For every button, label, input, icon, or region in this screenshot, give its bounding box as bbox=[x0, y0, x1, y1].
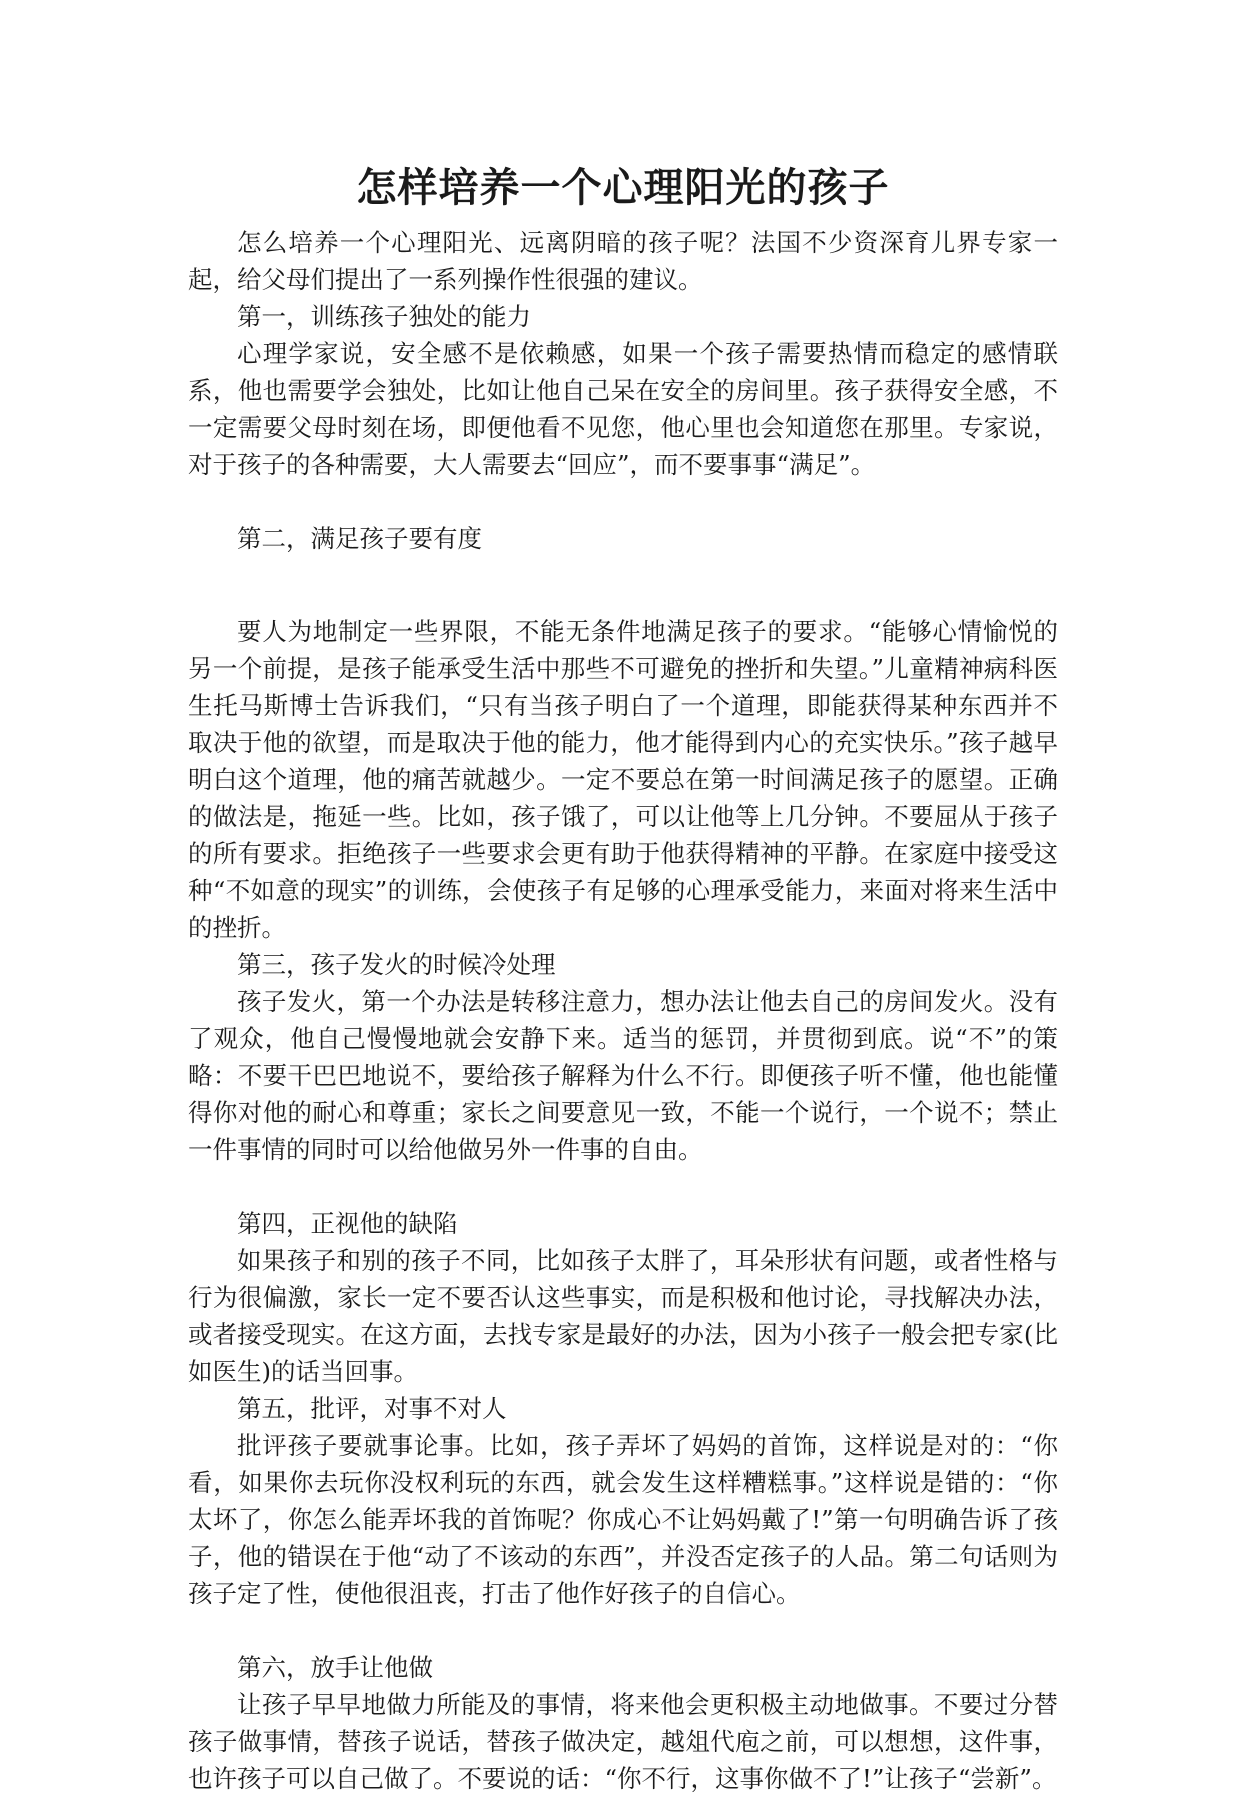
section-heading-2: 第二，满足孩子要有度 bbox=[237, 524, 482, 553]
page-title: 怎样培养一个心理阳光的孩子 bbox=[356, 164, 890, 211]
spacer bbox=[188, 1168, 1058, 1205]
spacer bbox=[188, 483, 1058, 520]
section-heading-6: 第六，放手让他做 bbox=[237, 1653, 433, 1682]
section-body-6: 让孩子早早地做力所能及的事情，将来他会更积极主动地做事。不要过分替孩子做事情，替孩子说话，替孩子做决定，越俎代庖之前，可以想想，这件事，也许孩子可以自己做了。不要说的话：“你不行，这事你做不了!”让孩子“尝新”。 bbox=[188, 1690, 1058, 1793]
section-body-1: 心理学家说，安全感不是依赖感，如果一个孩子需要热情而稳定的感情联系，他也需要学会独处，比如让他自己呆在安全的房间里。孩子获得安全感，不一定需要父母时刻在场，即便他看不见您，他心里也会知道您在那里。专家说，对于孩子的各种需要，大人需要去“回应”，而不要事事“满足”。 bbox=[188, 339, 1058, 479]
section-heading-4: 第四，正视他的缺陷 bbox=[237, 1209, 458, 1238]
document-content bbox=[188, 148, 1058, 1797]
section-body-3: 孩子发火，第一个办法是转移注意力，想办法让他去自己的房间发火。没有了观众，他自己慢慢地就会安静下来。适当的惩罚，并贯彻到底。说“不”的策略：不要干巴巴地说不，要给孩子解释为什么不行。即便孩子听不懂，他也能懂得你对他的耐心和尊重；家长之间要意见一致，不能一个说行，一个说不；禁止一件事情的同时可以给他做另外一件事的自由。 bbox=[188, 987, 1058, 1164]
spacer bbox=[188, 557, 1058, 613]
section-heading-1: 第一，训练孩子独处的能力 bbox=[237, 302, 531, 331]
section-body-5: 批评孩子要就事论事。比如，孩子弄坏了妈妈的首饰，这样说是对的：“你看，如果你去玩你没权利玩的东西，就会发生这样糟糕事。”这样说是错的：“你太坏了，你怎么能弄坏我的首饰呢？你成心不让妈妈戴了!”第一句明确告诉了孩子，他的错误在于他“动了不该动的东西”，并没否定孩子的人品。第二句话则为孩子定了性，使他很沮丧，打击了他作好孩子的自信心。 bbox=[188, 1431, 1058, 1608]
section-body-2: 要人为地制定一些界限，不能无条件地满足孩子的要求。“能够心情愉悦的另一个前提，是孩子能承受生活中那些不可避免的挫折和失望。”儿童精神病科医生托马斯博士告诉我们，“只有当孩子明白了一个道理，即能获得某种东西并不取决于他的欲望，而是取决于他的能力，他才能得到内心的充实快乐。”孩子越早明白这个道理，他的痛苦就越少。一定不要总在第一时间满足孩子的愿望。正确的做法是，拖延一些。比如，孩子饿了，可以让他等上几分钟。不要屈从于孩子的所有要求。拒绝孩子一些要求会更有助于他获得精神的平静。在家庭中接受这种“不如意的现实”的训练，会使孩子有足够的心理承受能力，来面对将来生活中的挫折。 bbox=[188, 617, 1058, 942]
section-heading-3: 第三，孩子发火的时候冷处理 bbox=[237, 950, 556, 979]
section-heading-5: 第五，批评，对事不对人 bbox=[237, 1394, 507, 1423]
intro-paragraph: 怎么培养一个心理阳光、远离阴暗的孩子呢？法国不少资深育儿界专家一起，给父母们提出了一系列操作性很强的建议。 bbox=[188, 228, 1058, 294]
section-body-4: 如果孩子和别的孩子不同，比如孩子太胖了，耳朵形状有问题，或者性格与行为很偏激，家长一定不要否认这些事实，而是积极和他讨论，寻找解决办法，或者接受现实。在这方面，去找专家是最好的办法，因为小孩子一般会把专家(比如医生)的话当回事。 bbox=[188, 1246, 1058, 1386]
spacer bbox=[188, 1612, 1058, 1649]
